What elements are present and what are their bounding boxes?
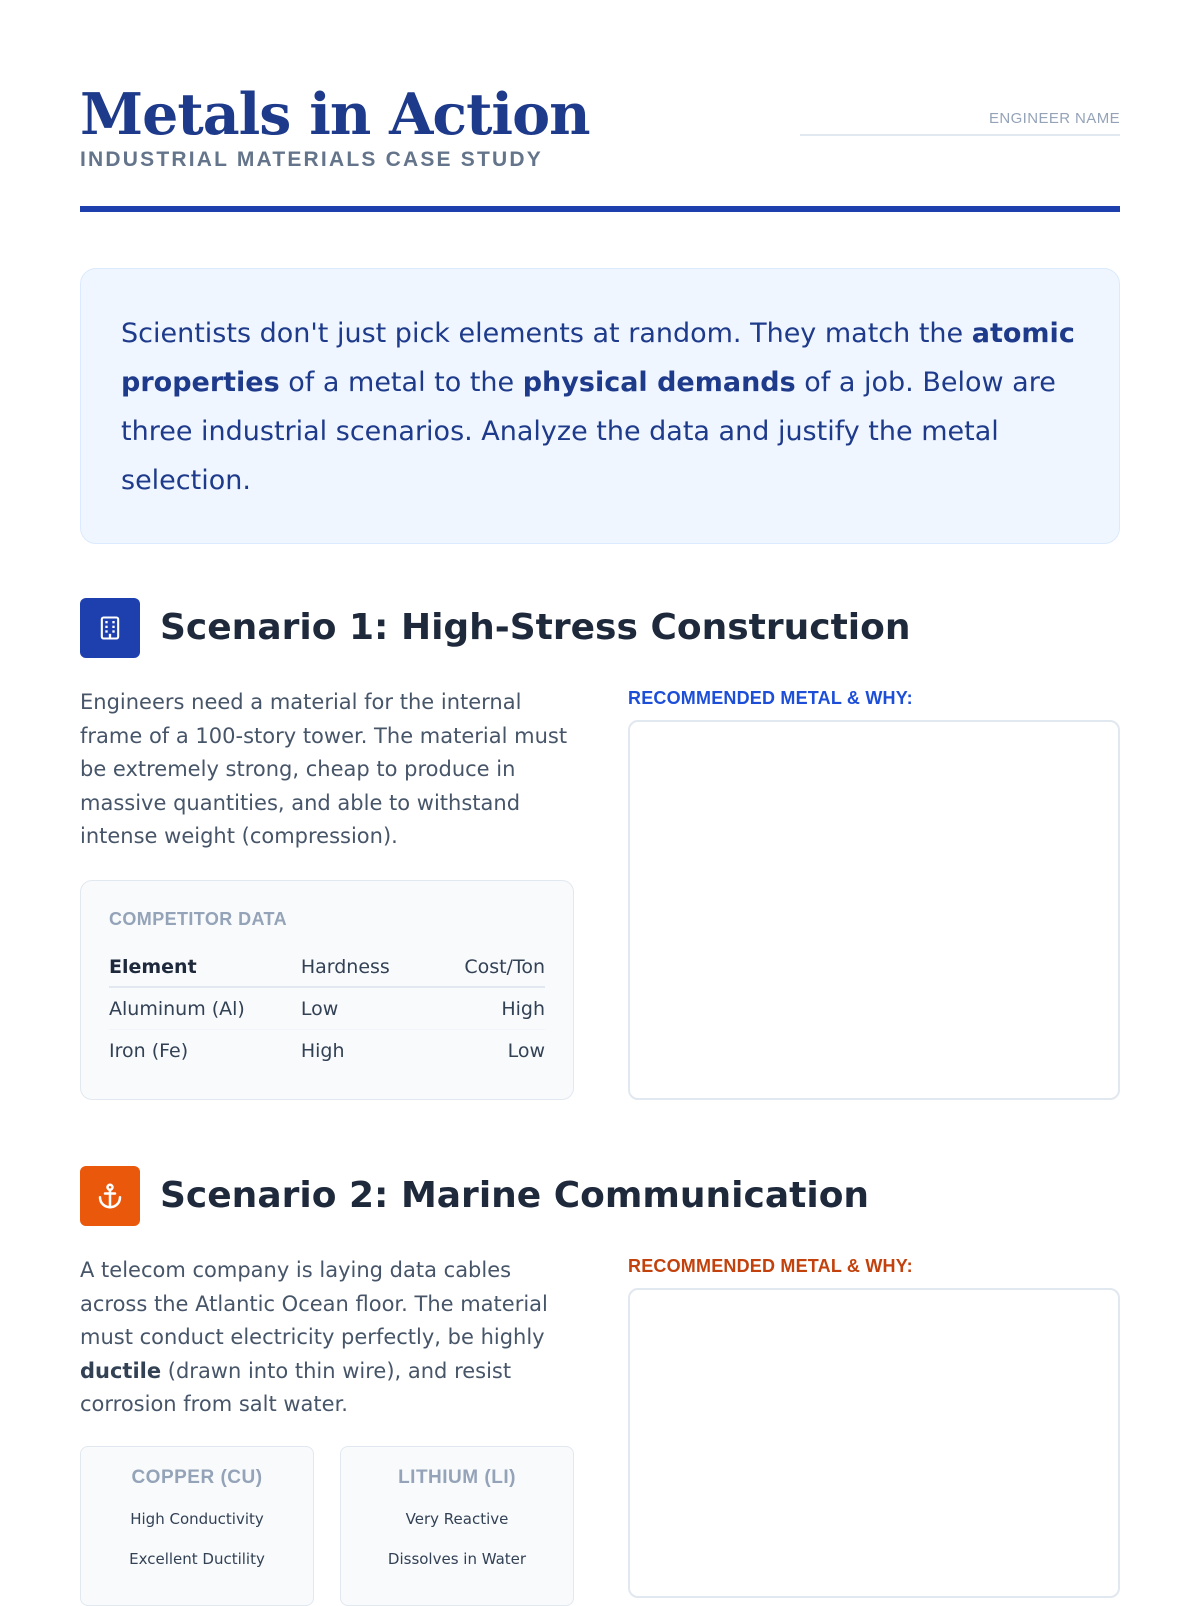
- table-cell: High: [440, 987, 545, 1030]
- competitor-data-title: COMPETITOR DATA: [109, 909, 287, 929]
- scenario-2-description: [80, 1254, 580, 1422]
- scenario-2-recommend-label: RECOMMENDED METAL & WHY:: [628, 1256, 913, 1276]
- intro-bold-physical-demands: physical demands: [522, 367, 796, 398]
- scenario-2-answer-box[interactable]: [628, 1288, 1120, 1598]
- copper-card-line-1: High Conductivity: [130, 1510, 264, 1528]
- table-cell: Low: [301, 987, 441, 1030]
- table-cell: Aluminum (Al): [109, 987, 301, 1030]
- header: [80, 82, 1120, 214]
- header-divider: [80, 206, 1120, 212]
- scenario-1-title: Scenario 1: High-Stress Construction: [160, 607, 911, 648]
- anchor-icon: [80, 1166, 140, 1226]
- scenario-2-desc-part-1: A telecom company is laying data cables across the Atlantic Ocean floor. The material must conduct electricity perfectly, be highly: [80, 1258, 548, 1349]
- engineer-name-label: ENGINEER NAME: [988, 110, 1120, 127]
- scenario-1-recommend-label: RECOMMENDED METAL & WHY:: [628, 688, 913, 708]
- competitor-data-card: [80, 880, 574, 1100]
- scenario-1-answer-box[interactable]: [628, 720, 1120, 1100]
- intro-text-1: Scientists don't just pick elements at random. They match the: [121, 318, 972, 349]
- copper-card-line-2: Excellent Ductility: [129, 1550, 265, 1568]
- page-title: Metals in Action: [80, 81, 590, 148]
- scenario-2-desc-bold-ductile: ductile: [80, 1358, 162, 1383]
- table-row: [109, 987, 545, 1030]
- table-cell: High: [300, 1039, 345, 1062]
- table-cell: Low: [507, 1039, 545, 1062]
- copper-card-title: COPPER (CU): [131, 1467, 263, 1488]
- scenario-2-title: Scenario 2: Marine Communication: [160, 1175, 870, 1216]
- table-row: [109, 1030, 545, 1072]
- scenario-1-header: [80, 598, 1120, 658]
- page-subtitle: INDUSTRIAL MATERIALS CASE STUDY: [80, 148, 543, 171]
- competitor-data-table: [109, 948, 545, 1071]
- scenario-1-description: Engineers need a material for the internal frame of a 100-story tower. The material must be extremely strong, cheap to produce in massive quantities, and able to withstand intense weight (compression).: [80, 690, 568, 848]
- scenario-2-desc-part-2: (drawn into thin wire), and resist corrosion from salt water.: [80, 1358, 512, 1416]
- lithium-card-line-1: Very Reactive: [405, 1510, 509, 1528]
- scenario-2-header: [80, 1166, 1120, 1226]
- engineer-name-block: [800, 110, 1120, 127]
- intro-text-3: of a job. Below are three industrial scenarios. Analyze the data and justify the metal selection.: [121, 367, 1056, 496]
- column-header-element: Element: [109, 948, 301, 987]
- table-cell: Iron (Fe): [109, 1039, 189, 1062]
- engineer-name-field[interactable]: [800, 134, 1120, 136]
- column-header-cost: Cost/Ton: [440, 948, 545, 987]
- copper-card: [80, 1446, 314, 1606]
- lithium-card: [340, 1446, 574, 1606]
- intro-bold-atomic-properties: atomic properties: [121, 318, 1075, 398]
- table-header-row: [109, 948, 545, 987]
- intro-text-2: of a metal to the: [279, 367, 523, 398]
- building-icon: [80, 598, 140, 658]
- column-header-hardness: Hardness: [301, 948, 441, 987]
- worksheet-page: [80, 0, 1120, 1600]
- lithium-card-title: LITHIUM (LI): [398, 1467, 516, 1488]
- lithium-card-line-2: Dissolves in Water: [387, 1550, 527, 1568]
- intro-callout: [80, 268, 1120, 544]
